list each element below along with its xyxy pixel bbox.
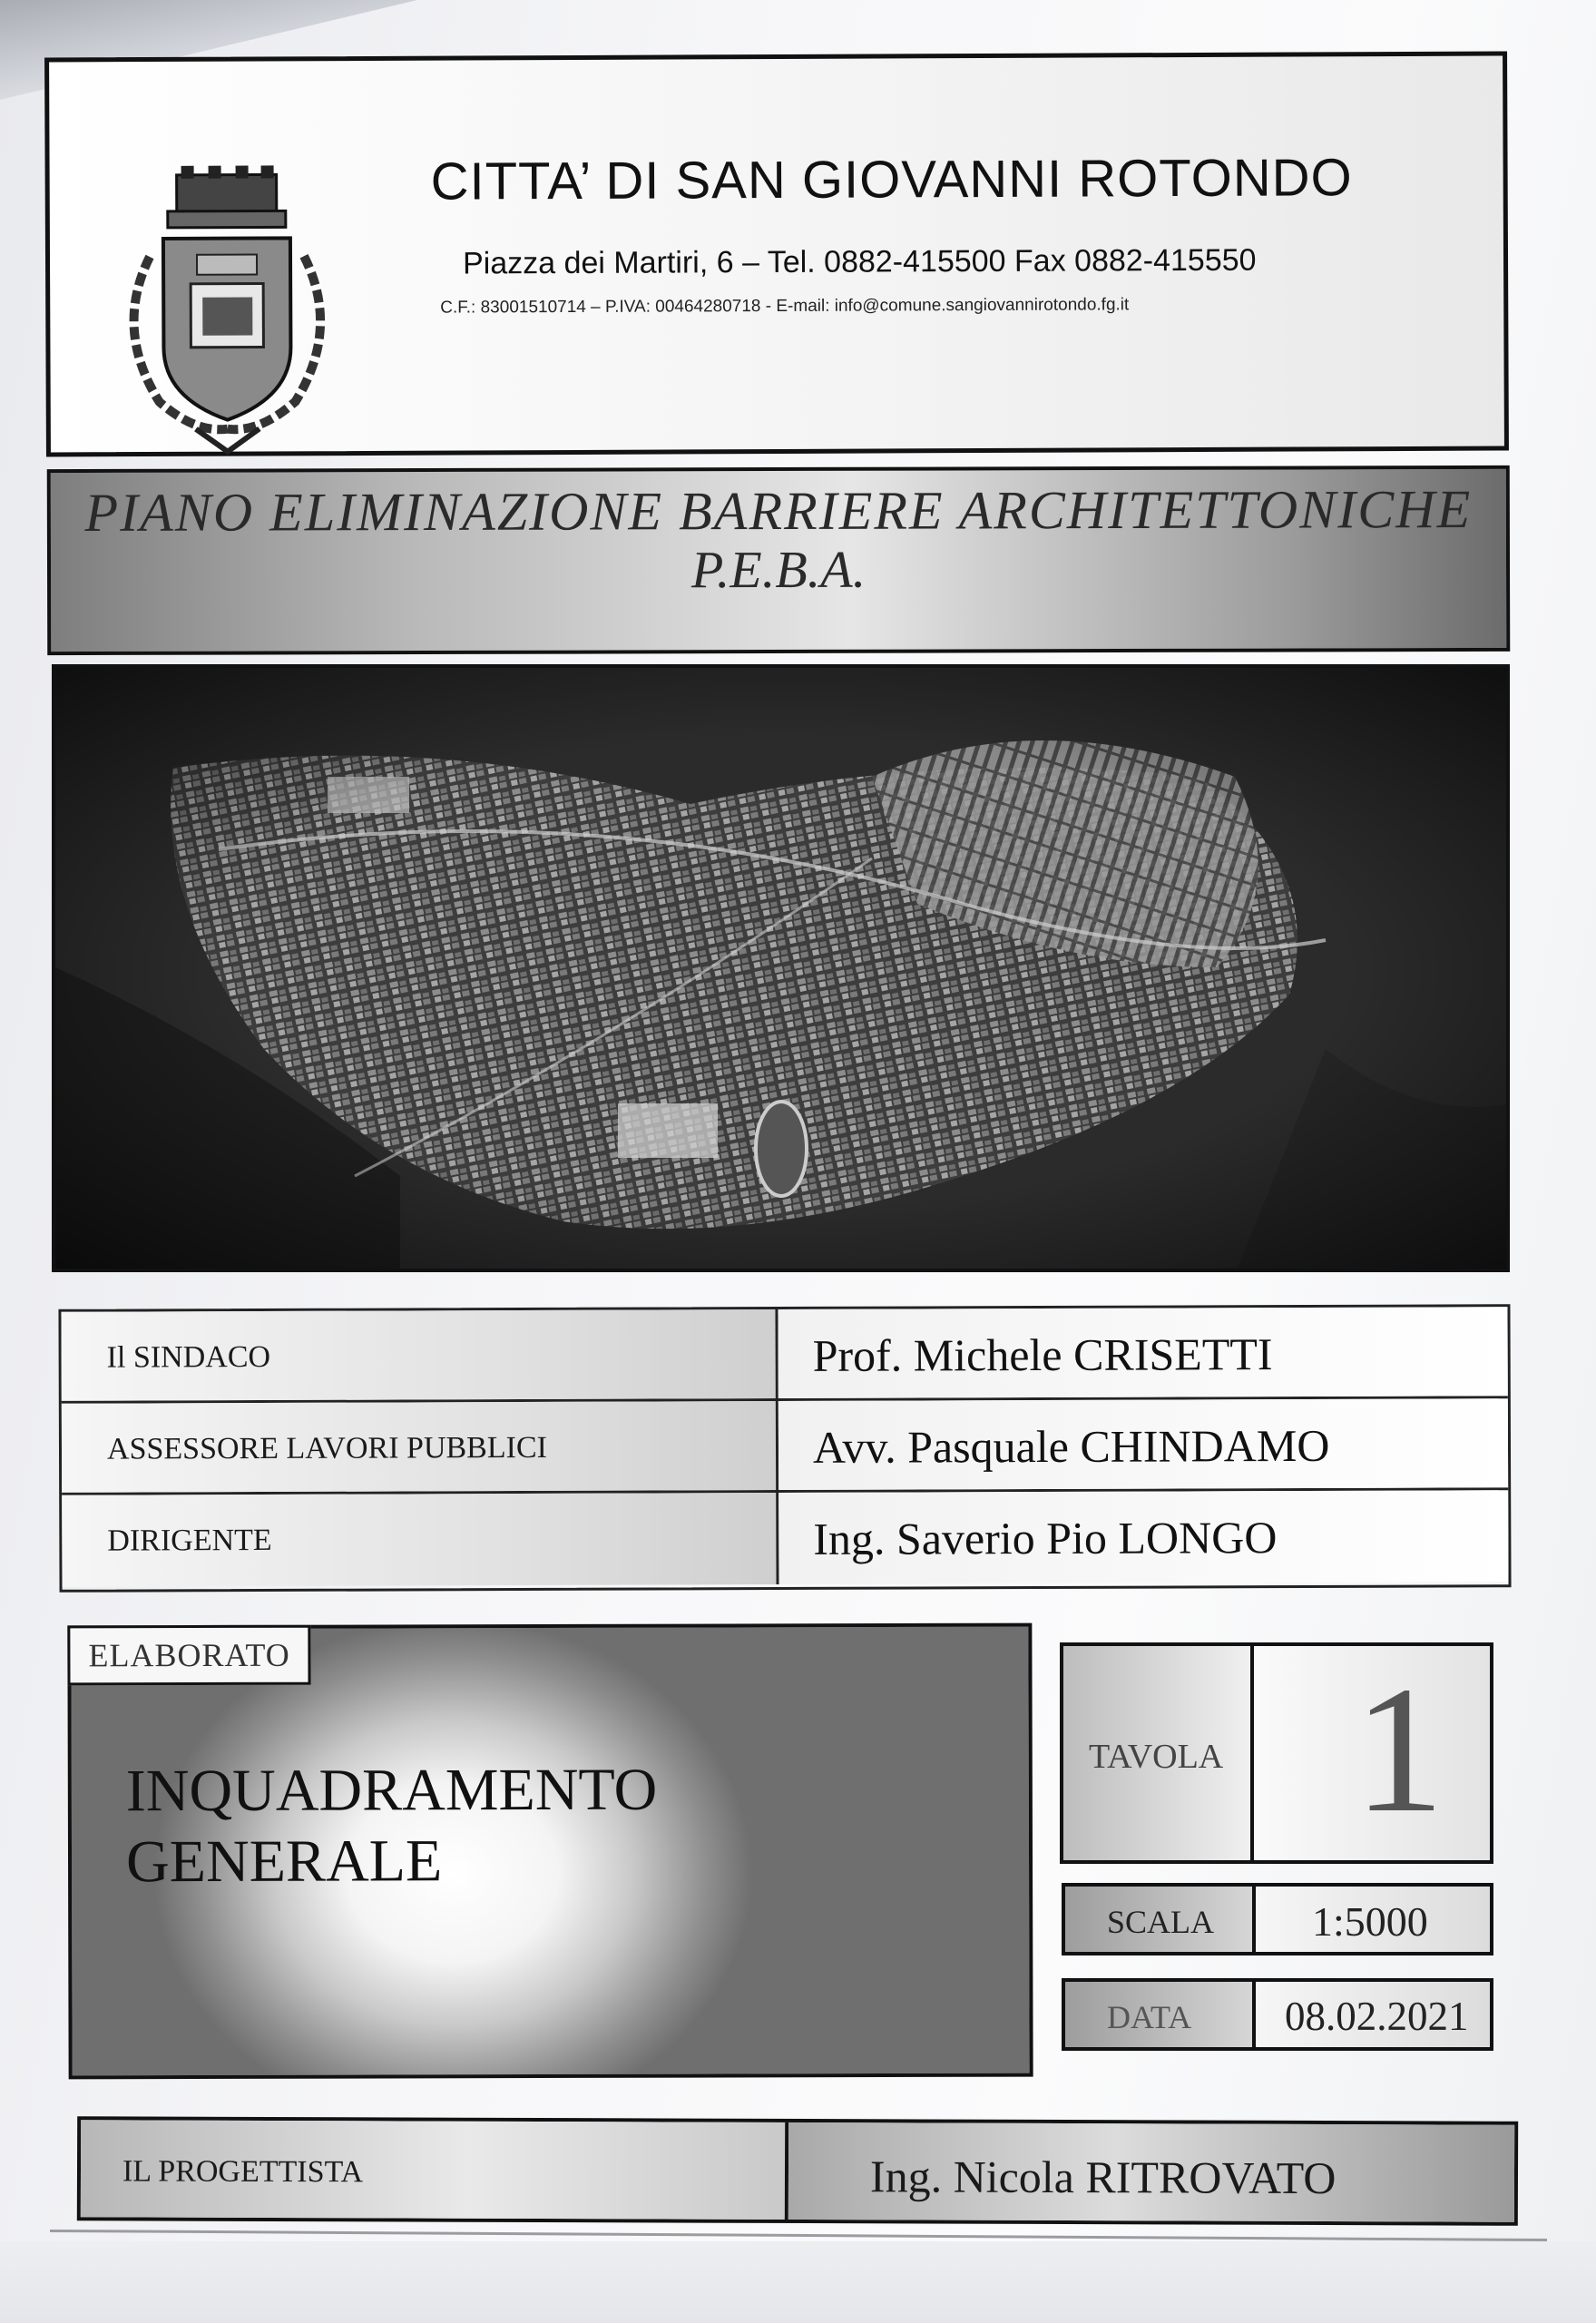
role-row-dirigente — [62, 1490, 1508, 1587]
plan-title: PIANO ELIMINAZIONE BARRIERE ARCHITETTONICHE — [84, 478, 1473, 544]
tavola-label: TAVOLA — [1089, 1738, 1224, 1776]
elaborato-tag-label: ELABORATO — [88, 1636, 290, 1674]
role-label: Il SINDACO — [106, 1339, 271, 1375]
municipality-fiscal-info: C.F.: 83001510714 – P.IVA: 00464280718 - E-mail: info@comune.sangiovannirotondo.fg.it — [440, 295, 1130, 318]
aerial-photo — [52, 664, 1510, 1272]
municipality-header — [44, 51, 1509, 456]
data-label: DATA — [1107, 1999, 1192, 2035]
elaborato-title — [126, 1755, 658, 1898]
plan-acronym: P.E.B.A. — [690, 539, 867, 600]
municipality-name: CITTA’ DI SAN GIOVANNI ROTONDO — [430, 148, 1353, 211]
elaborato-title-line: GENERALE — [125, 1828, 443, 1896]
data-value: 08.02.2021 — [1285, 1994, 1469, 2039]
data-box — [1062, 1978, 1493, 2051]
progettista-label: IL PROGETTISTA — [122, 2154, 364, 2190]
elaborato-title-line: INQUADRAMENTO — [125, 1756, 658, 1825]
progettista-box — [77, 2116, 1518, 2226]
page-bottom-shadow — [0, 2241, 1596, 2323]
role-row-assessore — [62, 1398, 1508, 1495]
coat-of-arms-icon — [95, 156, 359, 466]
elaborato-tag — [67, 1625, 311, 1686]
municipality-address: Piazza dei Martiri, 6 – Tel. 0882-415500 Fax 0882-415550 — [462, 242, 1257, 281]
scala-label: SCALA — [1107, 1904, 1215, 1940]
role-value: Ing. Saverio Pio LONGO — [813, 1512, 1278, 1564]
role-label: DIRIGENTE — [107, 1523, 272, 1558]
role-value: Avv. Pasquale CHINDAMO — [812, 1419, 1330, 1473]
aerial-photo-image — [55, 668, 1510, 1272]
elaborato-box — [67, 1623, 1033, 2080]
progettista-value: Ing. Nicola RITROVATO — [869, 2151, 1337, 2204]
scala-box — [1062, 1883, 1493, 1955]
tavola-number: 1 — [1354, 1650, 1444, 1850]
plan-banner — [47, 466, 1511, 655]
roles-table — [58, 1304, 1511, 1593]
role-label: ASSESSORE LAVORI PUBBLICI — [106, 1430, 547, 1466]
scala-value: 1:5000 — [1312, 1898, 1428, 1945]
role-value: Prof. Michele CRISETTI — [812, 1328, 1273, 1381]
role-row-sindaco — [61, 1307, 1507, 1404]
tavola-box — [1060, 1642, 1493, 1864]
